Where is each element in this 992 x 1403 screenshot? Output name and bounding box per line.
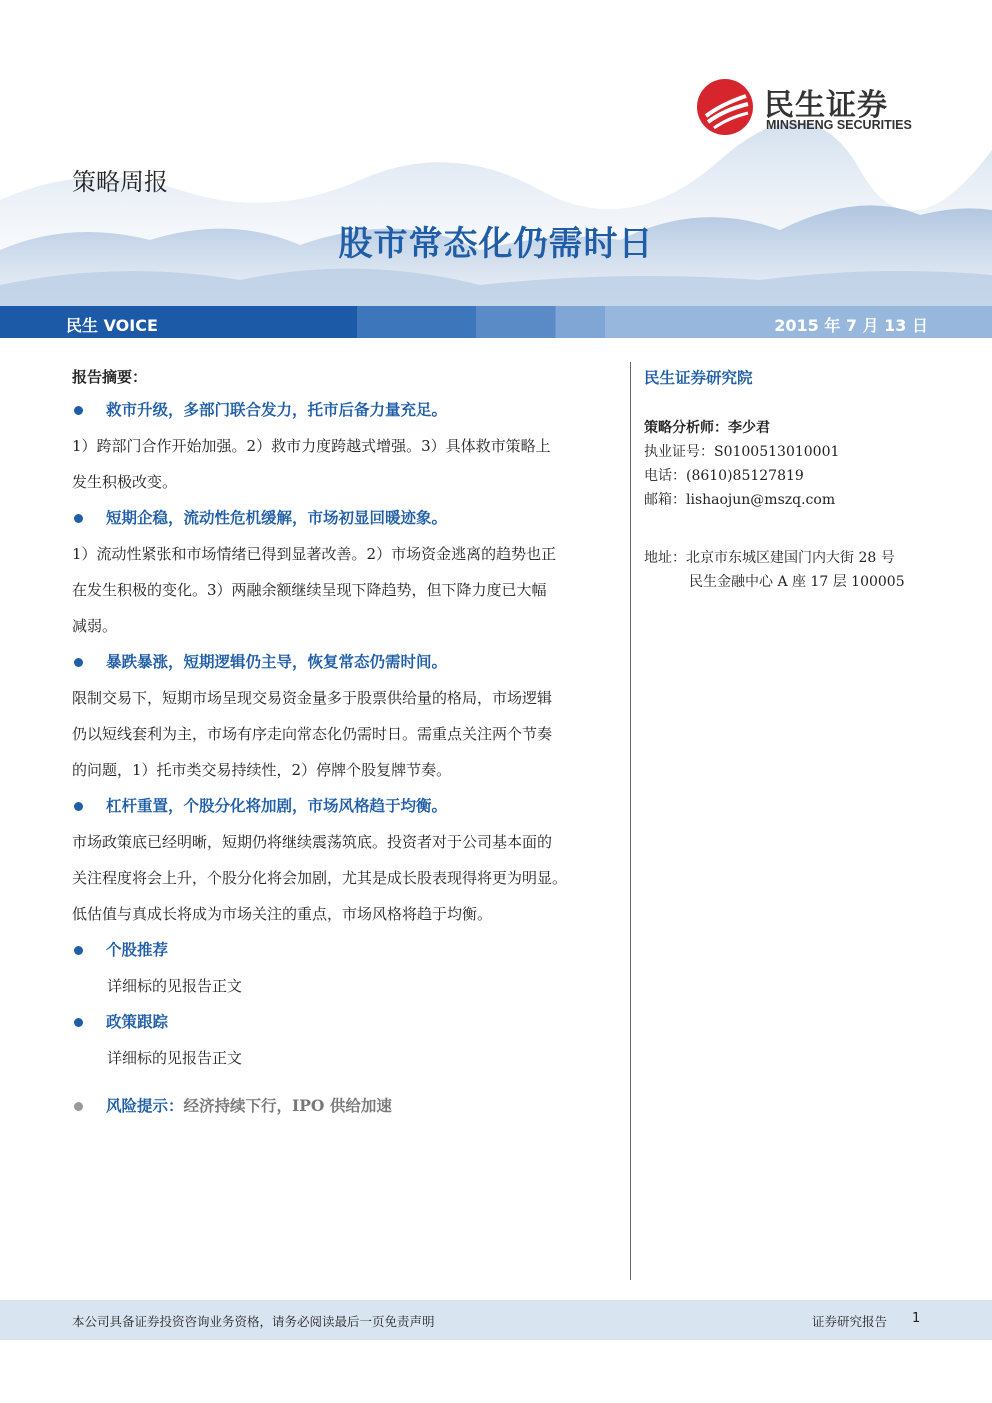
column-divider (630, 362, 631, 1280)
text-line: 的问题，1）托市类交易持续性，2）停牌个股复牌节奏。 (72, 761, 452, 779)
header-banner (0, 0, 992, 306)
section-body (72, 824, 628, 932)
report-type: 策略周报 (72, 168, 168, 196)
stock-pick-text: 详细标的见报告正文 (107, 977, 243, 995)
bullet-dot-icon (74, 802, 83, 811)
policy-text: 详细标的见报告正文 (107, 1049, 243, 1067)
bullet-dot-icon (74, 658, 83, 667)
address-line: 地址：北京市东城区建国门内大街 28 号 (644, 550, 895, 566)
bullet-dot-icon (74, 406, 83, 415)
section-heading: 短期企稳，流动性危机缓解，市场初显回暖迹象。 (72, 500, 628, 536)
text-line: 限制交易下，短期市场呈现交易资金量多于股票供给量的格局，市场逻辑 (72, 689, 553, 707)
text-line: 发生积极改变。 (72, 473, 178, 491)
footer-doc-type: 证券研究报告 (812, 1314, 888, 1329)
mountain-background (0, 120, 992, 306)
section-heading: 暴跌暴涨，短期逻辑仍主导，恢复常态仍需时间。 (72, 644, 628, 680)
text-line: 关注程度将会上升，个股分化将会加剧，尤其是成长股表现得将更为明显。 (72, 869, 568, 887)
report-date: 2015 年 7 月 13 日 (774, 316, 928, 335)
abstract-column (72, 362, 628, 1124)
section-body (72, 428, 628, 500)
analyst-sidebar (644, 362, 944, 594)
band-column-name: 民生 VOICE (66, 316, 158, 335)
minsheng-logo-icon (696, 78, 754, 136)
text-line: 减弱。 (72, 617, 118, 635)
text-line: 1）流动性紧张和市场情绪已得到显著改善。2）市场资金逃离的趋势也正 (72, 545, 557, 563)
bullet-dot-icon (74, 1018, 83, 1027)
section-body (72, 536, 628, 644)
company-logo (696, 78, 926, 138)
phone-number: 电话：(8610)85127819 (644, 468, 804, 484)
section-body (72, 680, 628, 788)
text-line: 低估值与真成长将成为市场关注的重点，市场风格将趋于均衡。 (72, 905, 493, 923)
title-band (0, 306, 992, 338)
text-line: 在发生积极的变化。3）两融余额继续呈现下降趋势，但下降力度已大幅 (72, 581, 547, 599)
section-heading: 救市升级，多部门联合发力，托市后备力量充足。 (72, 392, 628, 428)
bullet-dot-icon (74, 514, 83, 523)
abstract-label: 报告摘要： (72, 368, 148, 386)
license-number: 执业证号：S0100513010001 (644, 444, 840, 460)
stock-pick-heading: 个股推荐 (72, 932, 628, 968)
text-line: 市场政策底已经明晰，短期仍将继续震荡筑底。投资者对于公司基本面的 (72, 833, 553, 851)
logo-chinese-name: 民生证券 (764, 88, 888, 123)
text-line: 1）跨部门合作开始加强。2）救市力度跨越式增强。3）具体救市策略上 (72, 437, 551, 455)
bullet-dot-icon (74, 1102, 83, 1111)
address-block (644, 546, 944, 594)
text-line: 仍以短线套利为主，市场有序走向常态化仍需时日。需重点关注两个节奏 (72, 725, 553, 743)
footer-disclaimer: 本公司具备证券投资咨询业务资格，请务必阅读最后一页免责声明 (72, 1314, 435, 1329)
page-number: 1 (912, 1311, 921, 1326)
page-footer (0, 1300, 992, 1340)
email-address[interactable]: 邮箱：lishaojun@mszq.com (644, 492, 836, 508)
bullet-dot-icon (74, 946, 83, 955)
logo-english-name: MINSHENG SECURITIES (766, 118, 912, 132)
section-heading: 杠杆重置，个股分化将加剧，市场风格趋于均衡。 (72, 788, 628, 824)
address-line: 民生金融中心 A 座 17 层 100005 (689, 574, 905, 590)
page-title: 股市常态化仍需时日 (338, 224, 654, 264)
institute-name: 民生证券研究院 (644, 368, 753, 387)
policy-heading: 政策跟踪 (72, 1004, 628, 1040)
risk-warning: 风险提示：经济持续下行，IPO 供给加速 (72, 1088, 628, 1124)
analyst-name: 策略分析师：李少君 (644, 420, 770, 436)
